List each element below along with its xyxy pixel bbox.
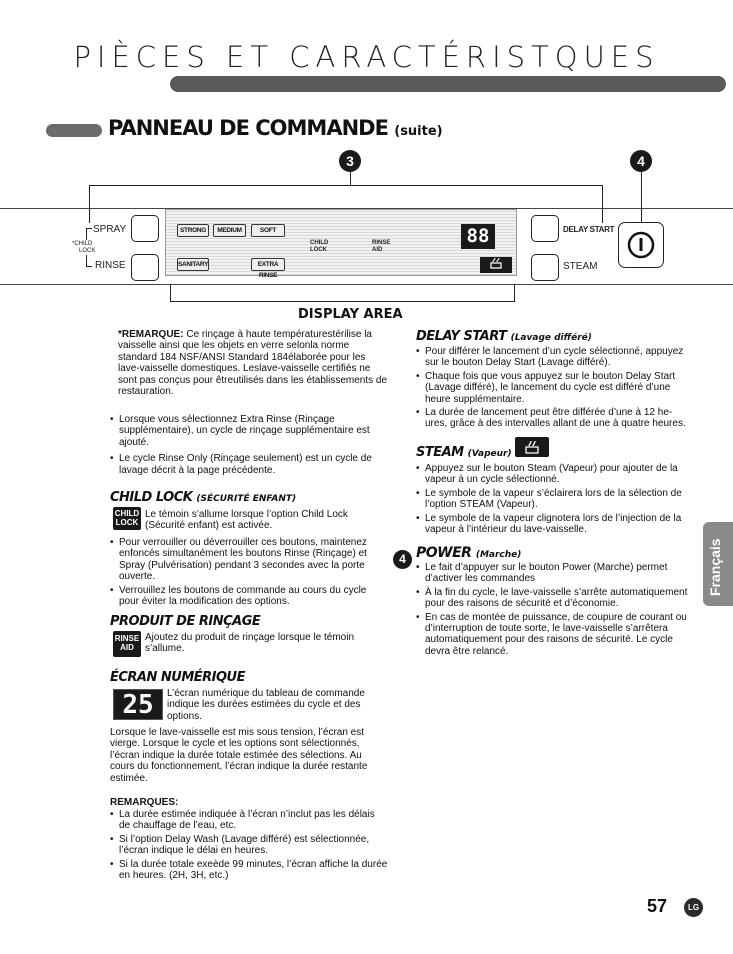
power-subtitle: (Marche) <box>475 550 522 560</box>
steam-heading <box>416 445 512 460</box>
callout-3-right-leg <box>602 185 603 223</box>
child-lock-indicator: CHILD LOCK <box>310 240 329 253</box>
delay-start-subtitle: (Lavage différé) <box>510 333 592 343</box>
page-number: 57 <box>647 896 668 916</box>
delay-start-list <box>416 346 692 430</box>
rinse-button[interactable] <box>131 254 159 281</box>
display-heading: ÉCRAN NUMÉRIQUE <box>110 670 245 685</box>
callout-3-stem <box>350 172 351 186</box>
option-extra-rinse: EXTRA RINSE <box>251 258 285 271</box>
display-area-bracket <box>170 284 515 302</box>
title-bar <box>170 76 726 92</box>
power-icon <box>626 230 656 260</box>
list-item: • Le cycle Rinse Only (Rinçage seulement) est un cycle de lavage décrit à la page précédente. <box>110 453 388 476</box>
language-tab-label: Français <box>707 538 723 596</box>
steam-button[interactable] <box>531 254 559 281</box>
list-item: • Pour différer le lancement d’un cycle sélectionné, appuyez sur le bouton Delay Start (Lavage différé). <box>416 346 692 369</box>
steam-list <box>416 463 694 535</box>
list-item: • Le symbole de la vapeur s’éclairera lors de la sélection de l’option STEAM (Vapeur). <box>416 488 694 511</box>
list-item: • Le fait d’appuyer sur le bouton Power (Marche) permet d’activer les commandes <box>416 562 694 585</box>
delay-start-button[interactable] <box>531 215 559 242</box>
list-item: • Si l’option Delay Wash (Lavage différé) est sélectionnée, l’écran indique le délai en heures. <box>110 834 388 857</box>
remarque-label: *REMARQUE: <box>118 329 184 340</box>
callout-4: 4 <box>630 150 652 172</box>
display-led-icon: 25 <box>113 689 163 720</box>
child-lock-intro: Le témoin s’allume lorsque l’option Child Lock (Sécurité enfant) est activée. <box>145 509 348 532</box>
power-title: POWER <box>416 545 472 561</box>
child-lock-title: CHILD LOCK <box>110 490 193 505</box>
steam-heading-icon <box>515 437 549 457</box>
list-item: • À la fin du cycle, le lave-vaisselle s’arrête automatiquement pour des raisons de sécurité et d’économie. <box>416 587 694 610</box>
list-item: • La durée estimée indiquée à l’écran n’inclut pas les délais de chauffage de l’eau, etc. <box>110 809 388 832</box>
lg-logo: LG <box>684 898 703 917</box>
section-pill <box>46 124 102 137</box>
list-item: • La durée de lancement peut être différée d’une à 12 he-ures, grâce à des intervalles allant de une à quatre heures. <box>416 407 692 430</box>
remarques-label: REMARQUES: <box>110 797 179 808</box>
option-soft: SOFT <box>251 224 285 237</box>
option-medium: MEDIUM <box>213 224 246 237</box>
list-item: • Si la durée totale exeède 99 minutes, l’écran affiche la durée en heures. (2H, 3H, etc.) <box>110 859 388 882</box>
spray-button[interactable] <box>131 215 159 242</box>
child-lock-star: *CHILD <box>72 241 93 247</box>
child-lock-side-label <box>72 241 95 255</box>
child-lock-list <box>110 537 388 607</box>
steam-subtitle: (Vapeur) <box>467 449 512 459</box>
rinse-aid-icon: RINSE AID <box>113 631 141 657</box>
rinse-label: RINSE <box>95 260 126 271</box>
child-lock-subtitle: (SÉCURITÉ ENFANT) <box>196 494 297 504</box>
power-callout: 4 <box>393 550 412 569</box>
child-lock-heading <box>110 490 296 505</box>
list-item: • Lorsque vous sélectionnez Extra Rinse (Rinçage supplémentaire), un cycle de rinçage supplémentaire est ajouté. <box>110 414 388 448</box>
rinse-bracket <box>86 255 92 267</box>
page-title: PIÈCES ET CARACTÉRISTQUES <box>73 40 660 74</box>
option-strong: STRONG <box>177 224 209 237</box>
list-item: • Pour verrouiller ou déverrouiller ces boutons, maintenez enfoncés simultanément les boutons Rinse (Rinçage) et Spray (Pulvérisation) pendant 3 secondes avec la porte ouverte. <box>110 537 388 583</box>
section-subtitle: (suite) <box>394 124 443 139</box>
display-list <box>110 809 388 881</box>
list-item: • Appuyez sur le bouton Steam (Vapeur) pour ajouter de la vapeur à un cycle sélectionné. <box>416 463 694 486</box>
remarque-block <box>118 329 388 397</box>
steam-icon <box>489 257 503 269</box>
extra-rinse-list <box>110 414 388 476</box>
callout-3-left-leg <box>89 185 90 223</box>
steam-title: STEAM <box>416 445 464 460</box>
list-item: • En cas de montée de puissance, de coupure de courant ou d’interruption de toute sorte, le lave-vaisselle s’arrêtera automatiquement pour des raisons de sécurité. Le cycle devra être relancé. <box>416 612 694 658</box>
delay-start-heading <box>416 329 592 344</box>
display-intro: L’écran numérique du tableau de commande indique les durées estimées du cycle et des options. <box>167 688 365 722</box>
list-item: • Le symbole de la vapeur clignotera lors de l’injection de la vapeur à l’intérieur du lave-vaisselle. <box>416 513 694 536</box>
spray-bracket <box>86 228 92 240</box>
display-area-label: DISPLAY AREA <box>298 307 403 322</box>
callout-4-stem <box>641 172 642 222</box>
power-button[interactable] <box>618 222 664 268</box>
remarque-text: Ce rinçage à haute températurestérilise la vaisselle ainsi que les objets en verre selonla norme standard 184 NSF/ANSI Standard 184élaborée pour les lave-vaisselle domestiques. Leslave-vaisselle certifiés ne sont pas conçus pour êtreutilisés dans les établissements de restauration. <box>118 329 388 398</box>
callout-3: 3 <box>339 150 361 172</box>
rinse-aid-indicator: RINSE AID <box>372 240 391 253</box>
panel-steam-icon <box>480 257 512 273</box>
delay-start-title: DELAY START <box>416 329 507 344</box>
power-heading <box>416 545 521 561</box>
option-sanitary: SANITARY <box>177 258 209 271</box>
section-title-text: PANNEAU DE COMMANDE <box>108 116 388 140</box>
list-item: • Verrouillez les boutons de commande au cours du cycle pour éviter la modification des options. <box>110 585 388 608</box>
list-item: • Chaque fois que vous appuyez sur le bouton Delay Start (Lavage différé), le lancement du cycle est différé d’une heure supplémentaire. <box>416 371 692 405</box>
display-para: Lorsque le lave-vaisselle est mis sous tension, l’écran est vierge. Lorsque le cycle et les options sont sélectionnés, l’écran indique la durée totale estimée des sélections. Au cours du fonctionnement, l’écran indique la durée restante estimée. <box>110 727 368 784</box>
delay-start-label: DELAY START <box>563 225 615 234</box>
child-lock-icon: CHILD LOCK <box>113 507 141 530</box>
spray-label: SPRAY <box>93 224 127 235</box>
rinse-aid-intro: Ajoutez du produit de rinçage lorsque le témoin s’allume. <box>145 632 355 655</box>
steam-label: STEAM <box>563 261 598 272</box>
rinse-aid-heading: PRODUIT DE RINÇAGE <box>110 614 261 629</box>
callout-3-bracket <box>89 185 603 186</box>
steam-icon <box>524 440 540 454</box>
child-lock-word: LOCK <box>79 248 96 254</box>
panel-led-display: 88 <box>461 224 495 249</box>
section-title <box>108 116 443 140</box>
power-list <box>416 562 694 657</box>
